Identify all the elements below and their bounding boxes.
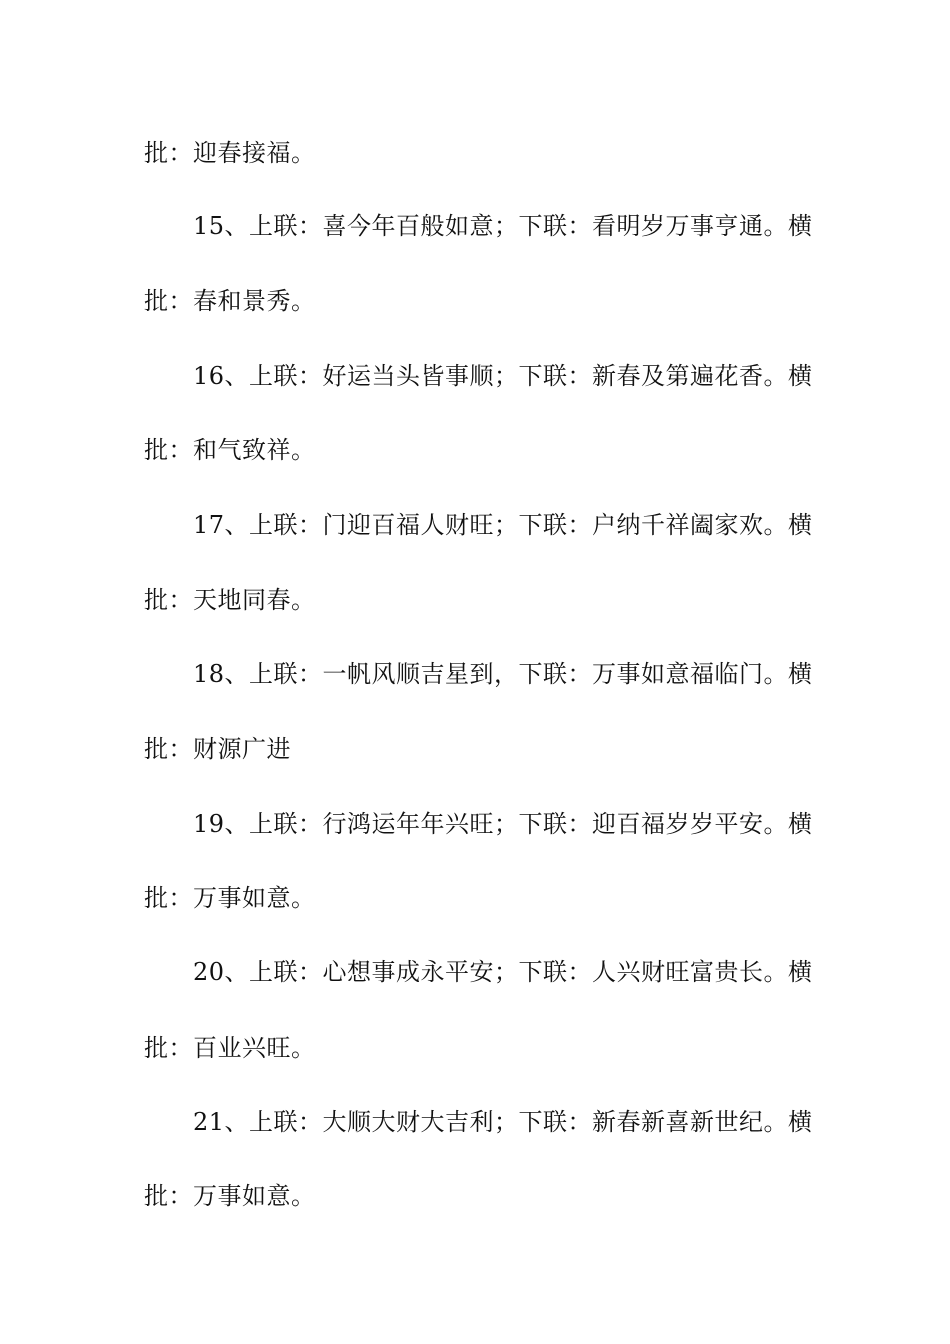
text-line-continuation: 批：万事如意。 [144,884,316,912]
text-line-continuation: 批：迎春接福。 [144,139,316,167]
text-line-continuation: 批：天地同春。 [144,586,316,614]
text-line-continuation: 批：财源广进 [144,735,291,763]
couplet-17-line: 17、上联：门迎百福人财旺；下联：户纳千祥阖家欢。横 [193,511,813,539]
couplet-16-line: 16、上联：好运当头皆事顺；下联：新春及第遍花香。横 [193,362,813,390]
couplet-15-line: 15、上联：喜今年百般如意；下联：看明岁万事亨通。横 [193,212,813,240]
text-line-continuation: 批：百业兴旺。 [144,1034,316,1062]
text-line-continuation: 批：和气致祥。 [144,436,316,464]
couplet-20-line: 20、上联：心想事成永平安；下联：人兴财旺富贵长。横 [193,958,813,986]
couplet-21-line: 21、上联：大顺大财大吉利；下联：新春新喜新世纪。横 [193,1108,813,1136]
couplet-19-line: 19、上联：行鸿运年年兴旺；下联：迎百福岁岁平安。横 [193,810,813,838]
text-line-continuation: 批：春和景秀。 [144,287,316,315]
text-line-continuation: 批：万事如意。 [144,1182,316,1210]
couplet-18-line: 18、上联：一帆风顺吉星到，下联：万事如意福临门。横 [193,660,813,688]
